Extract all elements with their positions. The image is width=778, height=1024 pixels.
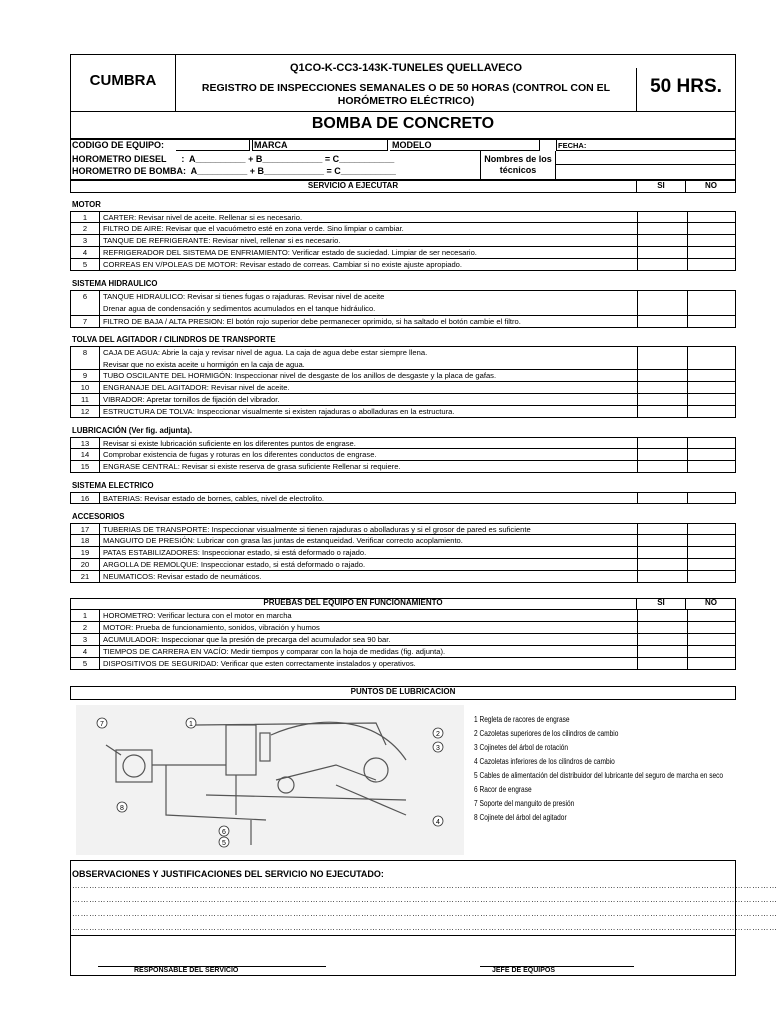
legend-item: 5 Cables de alimentación del distribuidor del lubricante del seguro de marcha en seco <box>474 771 724 780</box>
checkbox-no[interactable] <box>687 493 738 503</box>
checkbox-si[interactable] <box>637 406 688 417</box>
table-row: 3 TANQUE DE REFRIGERANTE: Revisar nivel, rellenar si es necesario. <box>70 235 736 247</box>
diagram-label: 1 <box>189 721 193 728</box>
table-row: 5 DISPOSITIVOS DE SEGURIDAD: Verificar que esten correctamente instalados y operativos. <box>70 658 736 670</box>
checkbox-si[interactable] <box>637 438 688 448</box>
checkbox-si[interactable] <box>637 559 688 570</box>
form-code: Q1CO-K-CC3-143K-TUNELES QUELLAVECO <box>289 62 523 74</box>
service-heading: SERVICIO A EJECUTAR <box>307 181 399 190</box>
checkbox-no[interactable] <box>687 382 738 393</box>
table-row: 10 ENGRANAJE DEL AGITADOR: Revisar nivel de aceite. <box>70 382 736 394</box>
table-row: 8 CAJA DE AGUA: Abrie la caja y revisar nivel de agua. La caja de agua debe estar siempre llena. Revisar que no exista aceite u hormigón en la caja de agua. <box>70 346 736 370</box>
section-hidraulico: SISTEMA HIDRAULICO <box>72 279 158 288</box>
table-row: 17 TUBERIAS DE TRANSPORTE: Inspeccionar visualmente si tienen rajaduras o abolladuras y si el grosor de pared es suficiente <box>70 523 736 535</box>
checkbox-si[interactable] <box>637 493 688 503</box>
table-row: 2 MOTOR: Prueba de funcionamiento, sonidos, vibración y humos <box>70 622 736 634</box>
checkbox-si[interactable] <box>637 347 688 369</box>
checkbox-si[interactable] <box>637 535 688 546</box>
table-row: 15 ENGRASE CENTRAL: Revisar si existe reserva de grasa suficiente Rellenar si requiere. <box>70 461 736 473</box>
legend-item: 8 Cojinete del árbol del agitador <box>474 813 567 822</box>
nombres-field-1[interactable] <box>556 151 736 165</box>
checkbox-no[interactable] <box>687 291 738 315</box>
checkbox-si[interactable] <box>637 646 688 657</box>
checkbox-si[interactable] <box>637 259 688 270</box>
checkbox-si[interactable] <box>637 610 688 621</box>
checkbox-si[interactable] <box>637 235 688 246</box>
diagram-label: 3 <box>436 745 440 752</box>
nombres-label: Nombres de los técnicos <box>484 154 552 175</box>
diagram-label: 4 <box>436 819 440 826</box>
service-si: SI <box>657 181 665 190</box>
table-row: 11 VIBRADOR: Apretar tornillos de fijación del vibrador. <box>70 394 736 406</box>
horometro-diesel[interactable]: HOROMETRO DIESEL : A__________ + B____________ = C___________ <box>72 154 395 164</box>
modelo-field[interactable] <box>390 140 540 151</box>
diagram-label: 2 <box>436 731 440 738</box>
lubrication-diagram <box>76 705 464 855</box>
checkbox-no[interactable] <box>687 646 738 657</box>
table-row: 7 FILTRO DE BAJA / ALTA PRESION: El botón rojo superior debe permanecer oprimido, si ha saltado el botón cambie el filtro. <box>70 316 736 328</box>
table-row: 4 REFRIGERADOR DEL SISTEMA DE ENFRIAMIENTO: Verificar estado de suciedad. Limpiar de ser necesario. <box>70 247 736 259</box>
marca-field[interactable] <box>252 140 388 151</box>
checkbox-si[interactable] <box>637 291 688 315</box>
checkbox-no[interactable] <box>687 622 738 633</box>
table-row: 1 HOROMETRO: Verificar lectura con el motor en marcha <box>70 610 736 622</box>
pruebas-heading: PRUEBAS DEL EQUIPO EN FUNCIONAMIENTO <box>263 598 443 607</box>
checkbox-no[interactable] <box>687 634 738 645</box>
responsable-label: RESPONSABLE DEL SERVICIO <box>134 967 239 974</box>
checkbox-no[interactable] <box>687 571 738 582</box>
checkbox-no[interactable] <box>687 461 738 472</box>
legend-item: 6 Racor de engrase <box>474 785 532 794</box>
checkbox-no[interactable] <box>687 347 738 369</box>
table-row: 3 ACUMULADOR: Inspeccionar que la presión de precarga del acumulador sea 90 bar. <box>70 634 736 646</box>
checkbox-si[interactable] <box>637 382 688 393</box>
table-row: 19 PATAS ESTABILIZADORES: Inspeccionar estado, si está deformado o rajado. <box>70 547 736 559</box>
hours-label: 50 HRS. <box>650 76 722 97</box>
checkbox-no[interactable] <box>687 610 738 621</box>
checkbox-no[interactable] <box>687 235 738 246</box>
checkbox-no[interactable] <box>687 406 738 417</box>
observaciones-line[interactable]: …………………………………………………………………………………………………………………………………………………………………………………………………………………………… <box>72 909 778 918</box>
checkbox-si[interactable] <box>637 394 688 405</box>
form-title: REGISTRO DE INSPECCIONES SEMANALES O DE 50 HORAS (CONTROL CON EL HORÓMETRO ELÉCTRICO) <box>201 82 611 107</box>
table-row: 21 NEUMATICOS: Revisar estado de neumáticos. <box>70 571 736 583</box>
legend-item: 4 Cazoletas inferiores de los cilindros de cambio <box>474 757 615 766</box>
table-row: 18 MANGUITO DE PRESIÓN: Lubricar con grasa las juntas de estanqueidad. Verificar correcto acoplamiento. <box>70 535 736 547</box>
diagram-label: 7 <box>100 721 104 728</box>
legend-item: 7 Soporte del manguito de presión <box>474 799 575 808</box>
checkbox-no[interactable] <box>687 559 738 570</box>
checkbox-no[interactable] <box>687 438 738 448</box>
fecha-field[interactable] <box>556 140 736 151</box>
section-accesorios: ACCESORIOS <box>72 512 125 521</box>
nombres-field-2[interactable] <box>556 165 736 180</box>
table-row: 4 TIEMPOS DE CARRERA EN VACÍO: Medir tiempos y comparar con la hoja de medidas (fig. adjunta). <box>70 646 736 658</box>
table-row: 14 Comprobar existencia de fugas y roturas en los diferentes conductos de engrase. <box>70 449 736 461</box>
table-row: 5 CORREAS EN V/POLEAS DE MOTOR: Revisar estado de correas. Cambiar si no existe ajuste apropiado. <box>70 259 736 271</box>
legend-item: 3 Cojinetes del árbol de rotación <box>474 743 569 752</box>
checkbox-si[interactable] <box>637 461 688 472</box>
checkbox-no[interactable] <box>687 223 738 234</box>
checkbox-si[interactable] <box>637 212 688 222</box>
checkbox-si[interactable] <box>637 622 688 633</box>
checkbox-no[interactable] <box>687 316 738 327</box>
checkbox-no[interactable] <box>687 547 738 558</box>
table-row: 9 TUBO OSCILANTE DEL HORMIGÓN: Inspeccionar nivel de desgaste de los anillos de desgaste y la placa de gafas. <box>70 370 736 382</box>
diagram-label: 8 <box>120 805 124 812</box>
checkbox-no[interactable] <box>687 212 738 222</box>
lub-points-heading: PUNTOS DE LUBRICACION <box>350 687 456 696</box>
observaciones-line[interactable]: …………………………………………………………………………………………………………………………………………………………………………………………………………………………… <box>72 895 778 904</box>
modelo-label: MODELO <box>392 140 432 150</box>
checkbox-no[interactable] <box>687 259 738 270</box>
section-motor: MOTOR <box>72 200 101 209</box>
code-divider <box>176 54 636 68</box>
table-row: 6 TANQUE HIDRAULICO: Revisar si tienes fugas o rajaduras. Revisar nivel de aceite Drenar agua de condensación y sedimentos acumulados en el tanque hidráulico. <box>70 290 736 316</box>
checkbox-si[interactable] <box>637 223 688 234</box>
diagram-label: 5 <box>222 840 226 847</box>
fecha-label: FECHA: <box>558 141 587 150</box>
section-lubricacion: LUBRICACIÓN (Ver fig. adjunta). <box>72 426 192 435</box>
signature-divider <box>70 935 736 936</box>
pruebas-si: SI <box>657 598 665 607</box>
checkbox-si[interactable] <box>637 247 688 258</box>
legend-item: 1 Regleta de racores de engrase <box>474 715 570 724</box>
table-row: 20 ARGOLLA DE REMOLQUE: Inspeccionar estado, si está deformado o rajado. <box>70 559 736 571</box>
checkbox-si[interactable] <box>637 634 688 645</box>
observaciones-line[interactable]: …………………………………………………………………………………………………………………………………………………………………………………………………………………………… <box>72 923 778 932</box>
checkbox-no[interactable] <box>687 394 738 405</box>
codigo-label: CODIGO DE EQUIPO: <box>72 140 165 150</box>
checkbox-no[interactable] <box>687 535 738 546</box>
table-row: 1 CARTER: Revisar nivel de aceite. Rellenar si es necesario. <box>70 211 736 223</box>
section-electrico: SISTEMA ELECTRICO <box>72 481 154 490</box>
observaciones-heading: OBSERVACIONES Y JUSTIFICACIONES DEL SERVICIO NO EJECUTADO: <box>72 869 384 879</box>
diagram-label: 6 <box>222 829 226 836</box>
equipment-title: BOMBA DE CONCRETO <box>311 115 495 132</box>
checkbox-no[interactable] <box>687 449 738 460</box>
pruebas-no: NO <box>705 598 717 607</box>
table-row: 13 Revisar si existe lubricación suficiente en los diferentes puntos de engrase. <box>70 437 736 449</box>
checkbox-si[interactable] <box>637 449 688 460</box>
table-row: 12 ESTRUCTURA DE TOLVA: Inspeccionar visualmente si existen rajaduras o abolladuras en la estructura. <box>70 406 736 418</box>
checkbox-si[interactable] <box>637 370 688 381</box>
checkbox-si[interactable] <box>637 316 688 327</box>
jefe-label: JEFE DE EQUIPOS <box>492 967 556 974</box>
service-no: NO <box>705 181 717 190</box>
company-name: CUMBRA <box>89 72 157 89</box>
horometro-bomba[interactable]: HOROMETRO DE BOMBA: A__________ + B____________ = C___________ <box>72 166 396 176</box>
checkbox-si[interactable] <box>637 524 688 534</box>
checkbox-si[interactable] <box>637 547 688 558</box>
checkbox-no[interactable] <box>687 658 738 669</box>
checkbox-no[interactable] <box>687 370 738 381</box>
marca-label: MARCA <box>254 140 288 150</box>
checkbox-no[interactable] <box>687 524 738 534</box>
checkbox-si[interactable] <box>637 571 688 582</box>
observaciones-line[interactable]: …………………………………………………………………………………………………………………………………………………………………………………………………………………………… <box>72 881 778 890</box>
legend-item: 2 Cazoletas superiores de los cilindros de cambio <box>474 729 619 738</box>
checkbox-no[interactable] <box>687 247 738 258</box>
codigo-field[interactable] <box>176 140 250 151</box>
table-row: 2 FILTRO DE AIRE: Revisar que el vacuómetro esté en zona verde. Sino limpiar o cambiar. <box>70 223 736 235</box>
table-row: 16 BATERIAS: Revisar estado de bornes, cables, nivel de electrolito. <box>70 492 736 504</box>
section-tolva: TOLVA DEL AGITADOR / CILINDROS DE TRANSPORTE <box>72 335 276 344</box>
checkbox-si[interactable] <box>637 658 688 669</box>
